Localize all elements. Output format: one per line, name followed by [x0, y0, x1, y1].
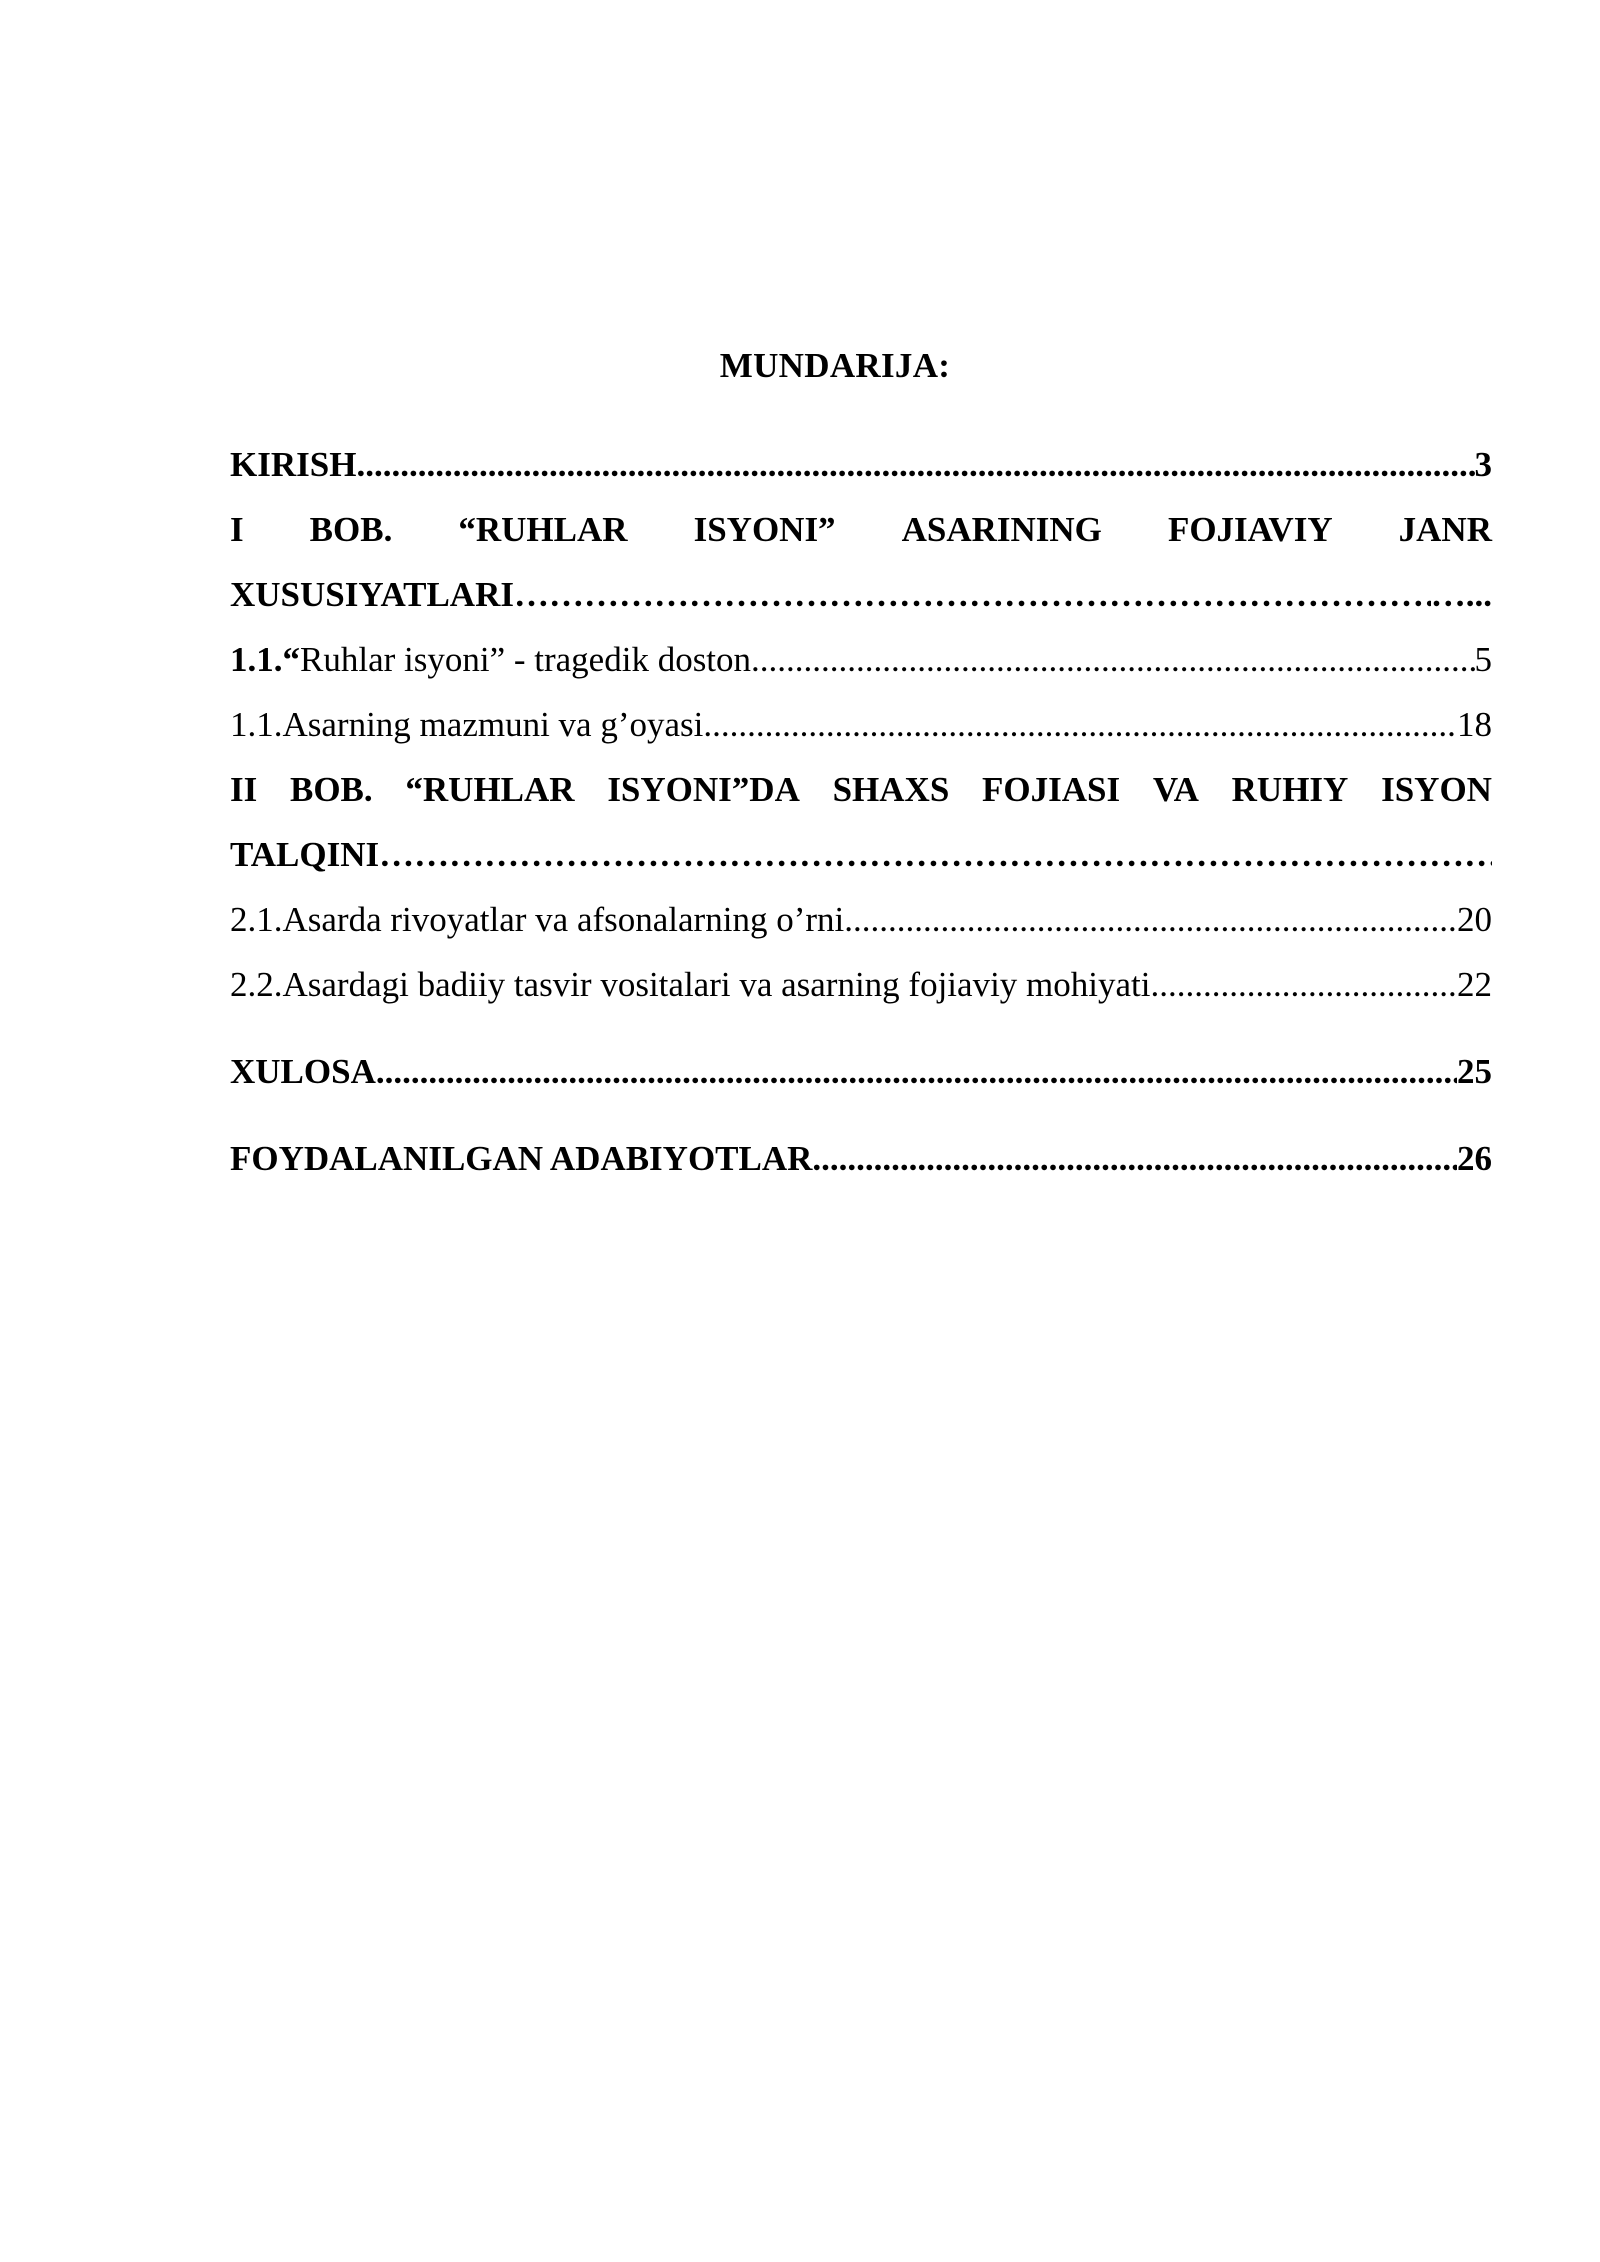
- heading-tail-suffix: …...: [1430, 575, 1492, 614]
- toc-entry-label: XULOSA: [230, 1052, 376, 1091]
- chapter-heading-line: [230, 497, 1492, 562]
- heading-word: FOJIASI: [982, 770, 1121, 809]
- dot-leader: [751, 627, 1474, 692]
- heading-word: “RUHLAR: [405, 770, 575, 809]
- dot-leader: [376, 1039, 1457, 1104]
- toc-entry-page: 26: [1457, 1139, 1492, 1178]
- dot-leader: [812, 1126, 1457, 1191]
- toc-chapter-1[interactable]: [230, 497, 1492, 627]
- toc-entry-1-1[interactable]: [230, 627, 1492, 692]
- section-title: Ruhlar isyoni” - tragedik doston: [300, 640, 752, 679]
- heading-word: “RUHLAR: [458, 510, 628, 549]
- toc-entry-label: [230, 627, 751, 692]
- toc-entry-page: 22: [1457, 965, 1492, 1004]
- toc-chapter-2[interactable]: [230, 757, 1492, 887]
- chapter-heading-tail: [230, 562, 1492, 627]
- heading-word: BOB.: [289, 770, 373, 809]
- toc-entry-label: 1.1.Asarning mazmuni va g’oyasi: [230, 705, 704, 744]
- heading-word: ISYON: [1381, 770, 1492, 809]
- toc-entry-label: KIRISH: [230, 445, 357, 484]
- heading-word: II: [230, 770, 258, 809]
- toc-entry-label: FOYDALANILGAN ADABIYOTLAR: [230, 1139, 813, 1178]
- toc-entry-1-2[interactable]: [230, 692, 1492, 757]
- toc-entry-page: 20: [1457, 900, 1492, 939]
- toc-entry-page: 18: [1457, 705, 1492, 744]
- heading-word: RUHIY: [1231, 770, 1349, 809]
- heading-word: VA: [1152, 770, 1199, 809]
- section-number: 1.1.“: [230, 640, 300, 679]
- heading-word: FOJIAVIY: [1167, 510, 1333, 549]
- table-of-contents: [230, 432, 1492, 1191]
- heading-word: SHAXS: [832, 770, 950, 809]
- heading-word: ASARINING: [901, 510, 1102, 549]
- dot-leader: [703, 692, 1457, 757]
- dot-leader: [514, 562, 1431, 627]
- dot-leader: [844, 887, 1457, 952]
- toc-entry-xulosa[interactable]: [230, 1039, 1492, 1104]
- toc-entry-label: 2.1.Asarda rivoyatlar va afsonalarning o’rni: [230, 900, 845, 939]
- toc-entry-page: 25: [1457, 1052, 1492, 1091]
- heading-word: BOB.: [309, 510, 393, 549]
- heading-word: I: [230, 510, 244, 549]
- dot-leader: [1150, 952, 1457, 1017]
- chapter-heading-tail: [230, 822, 1492, 887]
- heading-word: JANR: [1398, 510, 1492, 549]
- toc-entry-page: 3: [1474, 445, 1492, 484]
- toc-title: MUNDARIJA:: [719, 346, 951, 385]
- dot-leader: [379, 822, 1492, 887]
- toc-entry-kirish[interactable]: [230, 432, 1492, 497]
- heading-word: ISYONI”DA: [607, 770, 800, 809]
- dot-leader: [356, 432, 1474, 497]
- chapter-heading-line: [230, 757, 1492, 822]
- toc-entry-adabiyotlar[interactable]: [230, 1126, 1492, 1191]
- toc-entry-page: 5: [1474, 640, 1492, 679]
- heading-tail-text: TALQINI: [230, 835, 380, 874]
- toc-entry-label: 2.2.Asardagi badiiy tasvir vositalari va asarning fojiaviy mohiyati: [230, 965, 1151, 1004]
- toc-entry-2-1[interactable]: [230, 887, 1492, 952]
- heading-tail-text: XUSUSIYATLARI: [230, 575, 514, 614]
- toc-entry-2-2[interactable]: [230, 952, 1492, 1017]
- heading-word: ISYONI”: [693, 510, 836, 549]
